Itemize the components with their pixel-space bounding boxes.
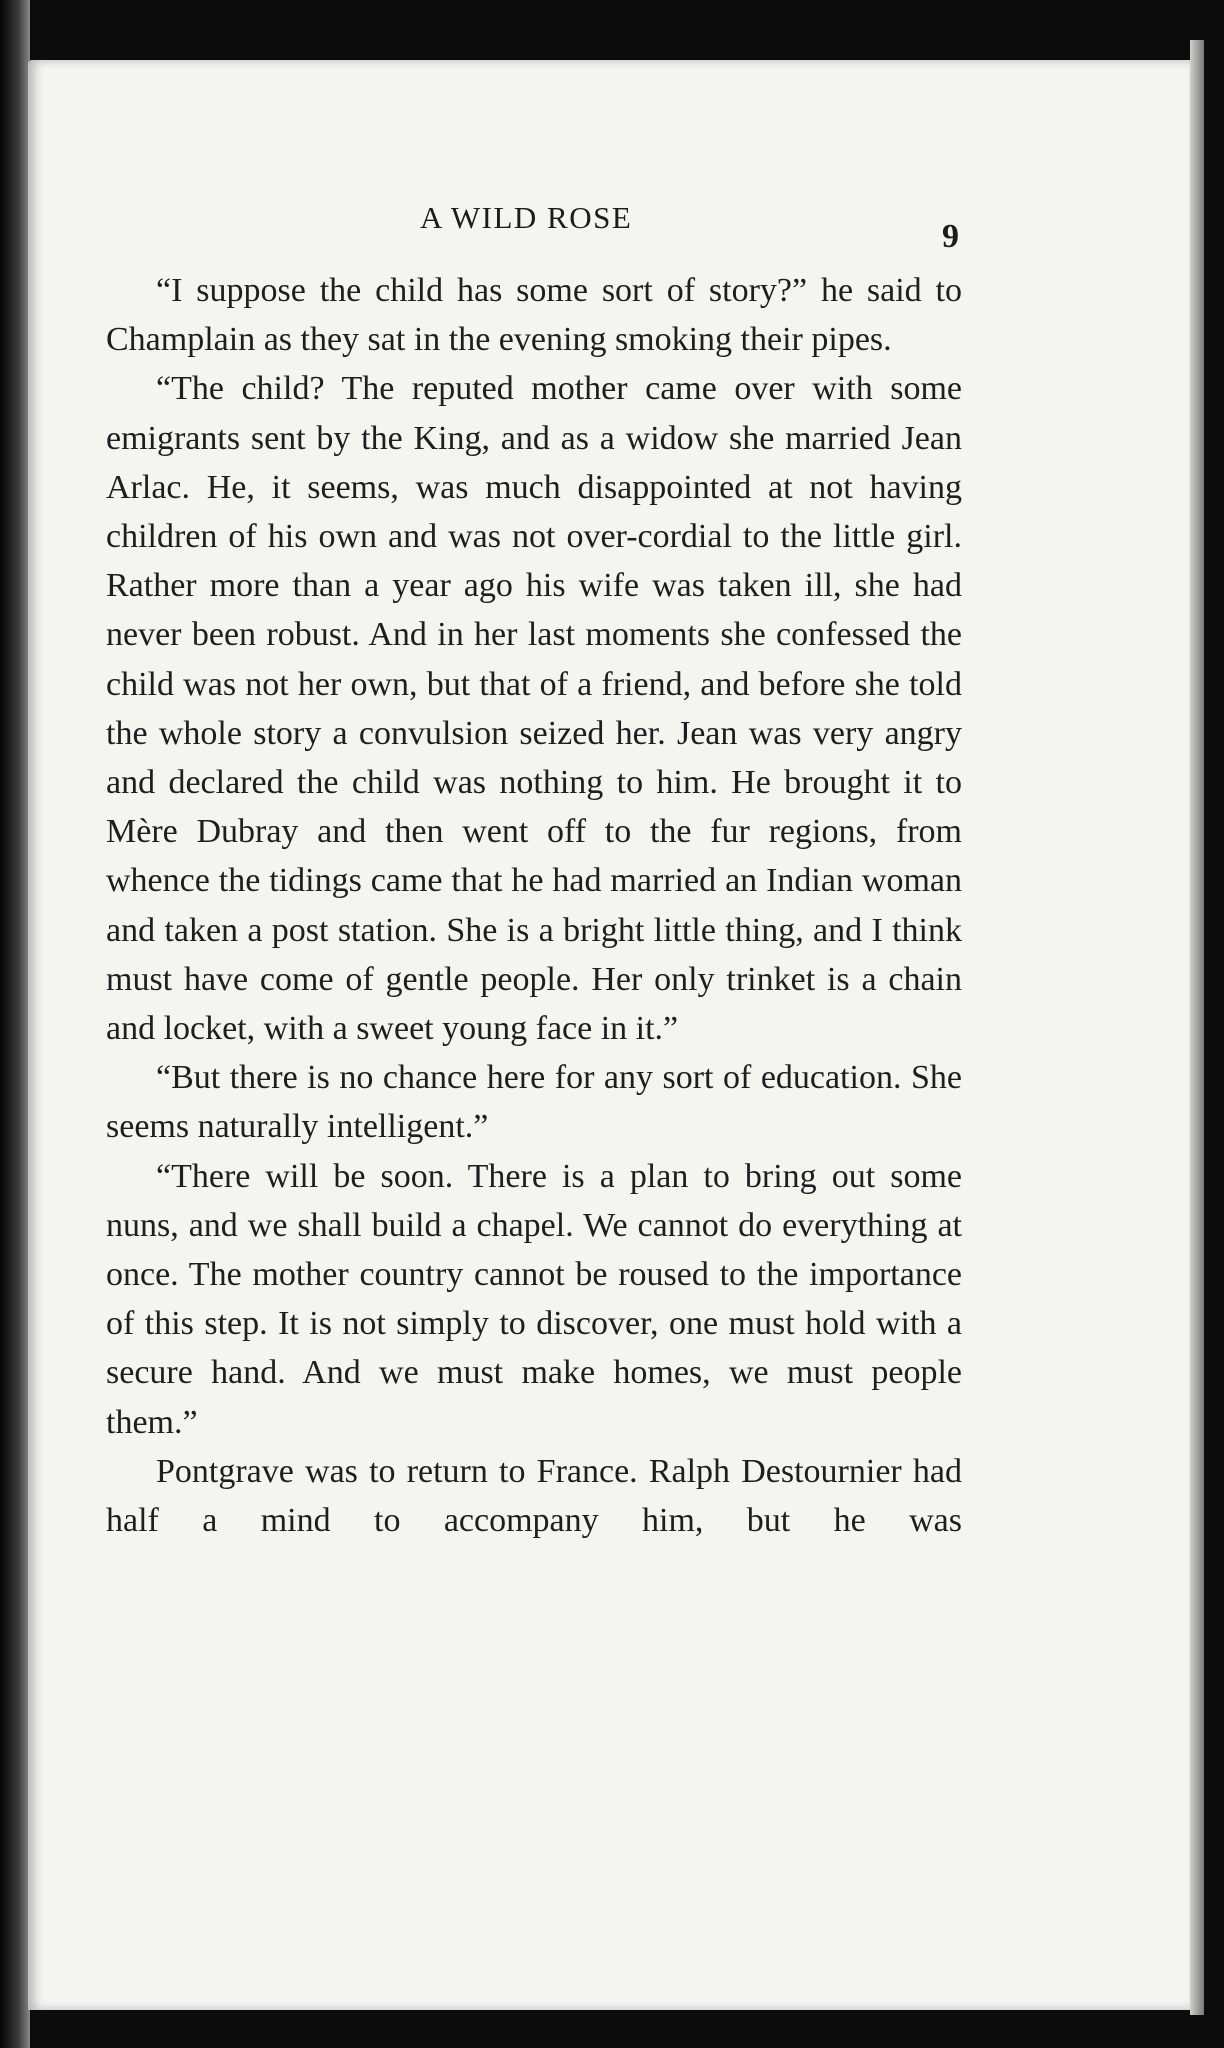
paragraph: “The child? The reputed mother came over with some emigrants sent by the King, and as a widow she married Jean Arlac. He, it seems, was much disappointed at not having children of his own and was not over-cordial to the little girl. Rather more than a year ago his wife was taken ill, she had never been robust. And in her last moments she confessed the child was not her own, but that of a friend, and before she told the whole story a convulsion seized her. Jean was very angry and declared the child was nothing to him. He brought it to Mère Dubray and then went off to the fur regions, from whence the tidings came that he had married an Indian woman and taken a post station. She is a bright little thing, and I think must have come of gentle people. Her only trinket is a chain and locket, with a sweet young face in it.” <box>106 370 962 1048</box>
body-text <box>106 266 962 1545</box>
running-title: A WILD ROSE <box>420 200 633 235</box>
paragraph: “I suppose the child has some sort of story?” he said to Champlain as they sat in the evening smoking their pipes. <box>106 272 962 359</box>
paragraph: “There will be soon. There is a plan to bring out some nuns, and we shall build a chapel. We cannot do everything at once. The mother country cannot be roused to the importance of this step. It is not simply to discover, one must hold with a secure hand. And we must make homes, we must people them.” <box>106 1157 962 1441</box>
paragraph: Pontgrave was to return to France. Ralph Destournier had half a mind to accompany him, but he was <box>106 1452 962 1540</box>
page-number: 9 <box>942 218 959 255</box>
binding-shadow <box>0 0 30 2048</box>
page-edge <box>1190 40 1204 2015</box>
paragraph: “But there is no chance here for any sort of education. She seems naturally intelligent.” <box>106 1059 962 1146</box>
